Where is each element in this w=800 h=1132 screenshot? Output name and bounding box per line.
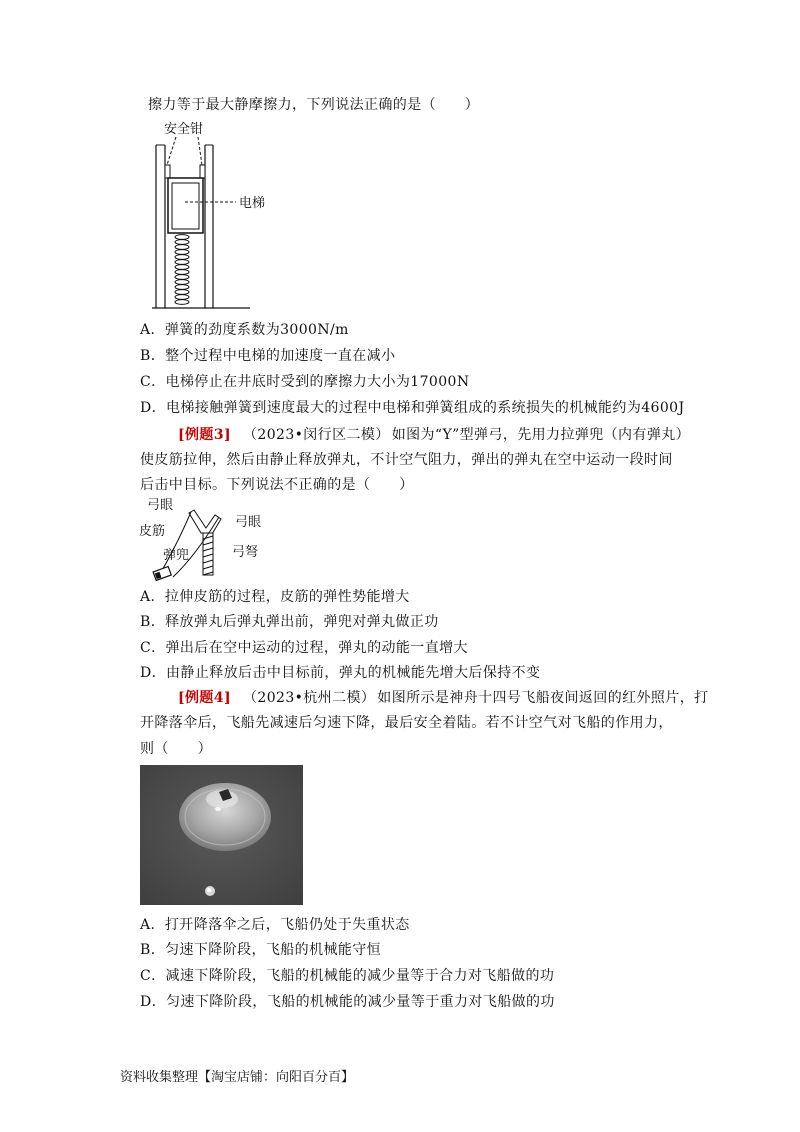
option-c: C．电梯停止在井底时受到的摩擦力大小为17000N <box>140 374 470 390</box>
example3-stem-text: 如图为“Y”型弹弓，先用力拉弹兜（内有弹丸） <box>391 427 691 443</box>
eye-left-label: 弓眼 <box>147 498 174 513</box>
option-b: B．匀速下降阶段，飞船的机械能守恒 <box>140 942 382 958</box>
slingshot-frame <box>189 510 221 575</box>
infrared-photo <box>140 765 303 905</box>
spring <box>175 235 189 305</box>
option-c: C．弹出后在空中运动的过程，弹丸的动能一直增大 <box>140 640 468 656</box>
option-d: D．匀速下降阶段，飞船的机械能的减少量等于重力对飞船做的功 <box>140 994 555 1010</box>
example4-source: （2023•杭州二模） <box>243 690 376 706</box>
option-c: C．减速下降阶段，飞船的机械能的减少量等于合力对飞船做的功 <box>140 968 555 984</box>
option-d: D．由静止释放后击中目标前，弹丸的机械能先增大后保持不变 <box>140 665 541 681</box>
elevator-car <box>168 178 203 233</box>
pouch <box>153 567 171 581</box>
page-footer: 资料收集整理【淘宝店铺：向阳百分百】 <box>120 1070 355 1085</box>
example4-stem-line-2: 开降落伞后，飞船先减速后匀速下降，最后安全着陆。若不计空气对飞船的作用力， <box>140 715 673 731</box>
example4-label: [例题4] <box>178 690 231 706</box>
option-b: B．整个过程中电梯的加速度一直在减小 <box>140 348 396 364</box>
option-a: A．弹簧的劲度系数为3000N/m <box>140 322 349 338</box>
example3-stem-line-2: 使皮筋拉伸，然后由静止释放弹丸，不计空气阻力，弹出的弹丸在空中运动一段时间 <box>140 452 673 468</box>
example3-label: [例题3] <box>178 427 231 443</box>
example3-stem-line-1 <box>178 425 690 445</box>
option-a: A．打开降落伞之后，飞船仍处于失重状态 <box>140 917 410 933</box>
option-a: A．拉伸皮筋的过程，皮筋的弹性势能增大 <box>140 589 410 605</box>
eye-right-label: 弓眼 <box>235 515 262 530</box>
option-b: B．释放弹丸后弹丸弹出前，弹兜对弹丸做正功 <box>140 614 439 630</box>
example3-stem-line-3: 后击中目标。下列说法不正确的是（ ） <box>140 477 414 493</box>
safety-clamp-label: 安全钳 <box>164 122 204 137</box>
elevator-shaft-figure <box>140 115 280 315</box>
example4-stem-text: 如图所示是神舟十四号飞船夜间返回的红外照片，打 <box>377 690 709 706</box>
example4-stem-line-1 <box>178 688 709 708</box>
safety-clamp-right <box>200 165 205 178</box>
safety-clamp-left <box>165 165 170 178</box>
capsule <box>205 886 215 896</box>
option-d: D．电梯接触弹簧到速度最大的过程中电梯和弹簧组成的系统损失的机械能约为4600J <box>140 400 685 416</box>
pouch-label: 弹兜 <box>163 548 190 563</box>
band-label: 皮筋 <box>139 524 166 539</box>
parachute <box>179 783 271 851</box>
elevator-label: 电梯 <box>239 196 266 211</box>
slingshot-figure <box>135 495 275 587</box>
question-stem-tail: 擦力等于最大静摩擦力，下列说法正确的是（ ） <box>148 97 480 113</box>
example3-source: （2023•闵行区二模） <box>243 427 390 443</box>
frame-label: 弓弩 <box>232 545 259 560</box>
example4-stem-line-3: 则（ ） <box>140 741 212 757</box>
